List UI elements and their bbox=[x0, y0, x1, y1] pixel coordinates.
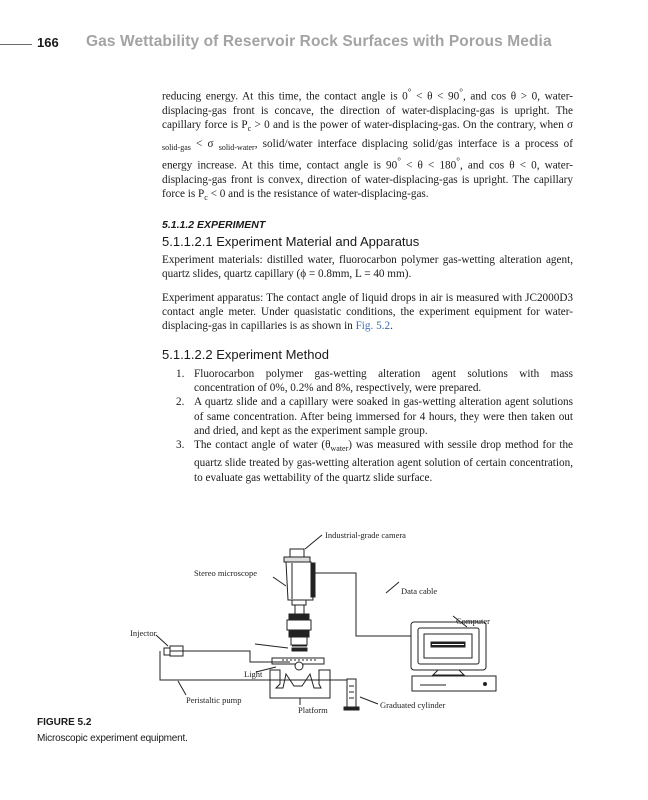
header-rule bbox=[0, 44, 32, 45]
label-light: Light bbox=[244, 669, 263, 679]
list-item: 2. A quartz slide and a capillary were soaked in gas-wetting alteration agent solutions of same concentration. After being immersed for 4 hours, they were then taken out and dried, and kept as the experiment sample group. bbox=[176, 396, 573, 437]
label-camera: Industrial-grade camera bbox=[325, 530, 406, 540]
section-heading-method: 5.1.1.2.2 Experiment Method bbox=[162, 347, 329, 362]
camera-drawing bbox=[284, 535, 322, 562]
list-item: 3. The contact angle of water $(\theta_{water})$ was measured with sessile drop method for the quartz slide treated by gas-wetting alteration agent solution of certain concentration, to evaluate gas wettability of the quartz slide surface. bbox=[176, 439, 573, 484]
figure-number: FIGURE 5.2 bbox=[37, 717, 92, 728]
apparatus-paragraph: Experiment apparatus: The contact angle of liquid drops in air is measured with JC2000D3 contact angle meter. Under quasistatic conditions, the experiment equipment for water-displacing-gas in capillaries is as shown in Fig. 5.2. bbox=[162, 292, 573, 333]
figure-link[interactable]: Fig. 5.2 bbox=[355, 320, 391, 333]
section-heading-experiment: 5.1.1.2 EXPERIMENT bbox=[162, 219, 266, 231]
label-platform: Platform bbox=[298, 705, 328, 715]
platform-drawing bbox=[256, 658, 330, 705]
label-peristaltic-pump: Peristaltic pump bbox=[186, 695, 242, 705]
page-number: 166 bbox=[37, 35, 59, 50]
label-computer: Computer bbox=[456, 616, 490, 626]
label-graduated-cylinder: Graduated cylinder bbox=[380, 700, 446, 710]
materials-paragraph: Experiment materials: distilled water, fluorocarbon polymer gas-wetting alteration agent, quartz slides, quartz capillary (ϕ = 0.8mm, L = 40 mm). bbox=[162, 254, 573, 281]
label-injector: Injector bbox=[130, 628, 157, 638]
figure-caption: Microscopic experiment equipment. bbox=[37, 733, 188, 744]
label-data-cable: Data cable bbox=[401, 586, 438, 596]
list-item: 1. Fluorocarbon polymer gas-wetting alteration agent solutions with mass concentration of 0%, 0.2% and 8%, respectively, were prepared. bbox=[176, 368, 573, 395]
method-steps bbox=[176, 367, 573, 485]
graduated-cylinder-drawing bbox=[344, 679, 378, 710]
microscope-drawing bbox=[255, 562, 315, 651]
pump-leader bbox=[178, 681, 186, 695]
label-microscope: Stereo microscope bbox=[194, 568, 258, 578]
intro-paragraph: reducing energy. At this time, the contact angle is 0° < θ < 90°, and cos θ > 0, water-displacing-gas front is concave, the direction of water-displacing-gas is upright. The capillary force is $P_c > 0$ and is the power of water-displacing-gas. On the contrary, when σ $_{solid-gas}$ < σ $_{solid-water}$, solid/water interface displacing solid/gas interface is a process of energy increase. At this time, contact angle is 90° < θ < 180°, and cos θ < 0, water-displacing-gas front is convex, direction of water-displacing-gas is upright. The capillary force is $P_c < 0$ and is the resistance of water-displacing-gas. bbox=[162, 88, 573, 203]
section-heading-material: 5.1.1.2.1 Experiment Material and Apparatus bbox=[162, 234, 420, 249]
computer-drawing bbox=[411, 616, 496, 691]
running-title: Gas Wettability of Reservoir Rock Surfaces with Porous Media bbox=[86, 33, 552, 50]
equipment-diagram bbox=[0, 520, 648, 716]
